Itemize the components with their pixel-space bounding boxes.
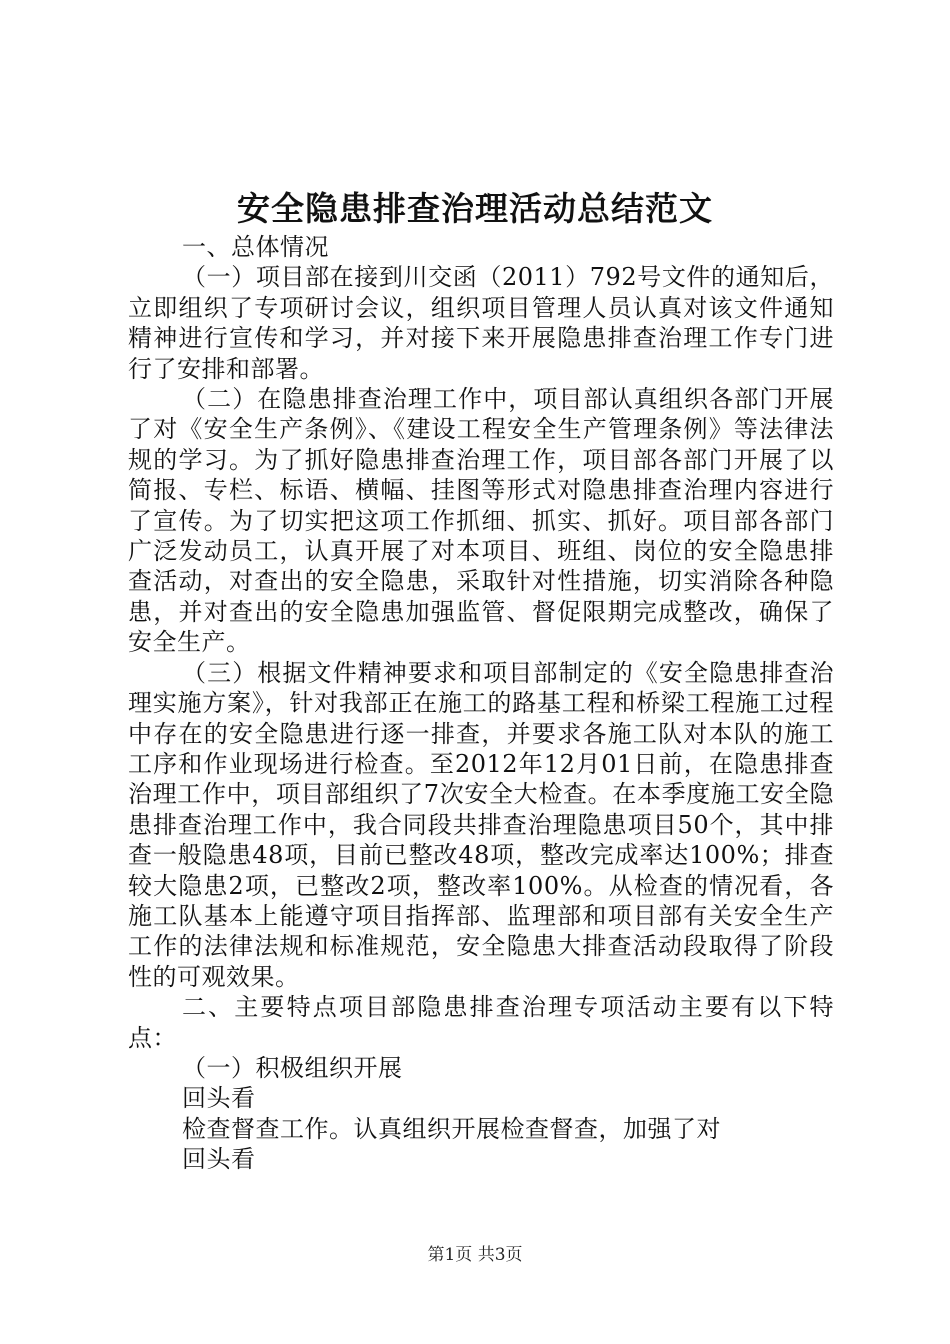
paragraph-2: （二）在隐患排查治理工作中，项目部认真组织各部门开展了对《安全生产条例》、《建设工程安全生产管理条例》等法律法规的学习。为了抓好隐患排查治理工作，项目部各部门开展了以简报、专栏、标语、横幅、挂图等形式对隐患排查治理内容进行了宣传。为了切实把这项工作抓细、抓实、抓好。项目部各部门广泛发动员工，认真开展了对本项目、班组、岗位的安全隐患排查活动，对查出的安全隐患，采取针对性措施，切实消除各种隐患，并对查出的安全隐患加强监管、督促限期完成整改，确保了安全生产。 bbox=[128, 385, 834, 657]
paragraph-3: （三）根据文件精神要求和项目部制定的《安全隐患排查治理实施方案》，针对我部正在施工的路基工程和桥梁工程施工过程中存在的安全隐患进行逐一排查，并要求各施工队对本队的施工工序和作业现场进行检查。至2012年12月01日前，在隐患排查治理工作中，项目部组织了7次安全大检查。在本季度施工安全隐患排查治理工作中，我合同段共排查治理隐患项目50个，其中排查一般隐患48项，目前已整改48项，整改完成率达100%；排查较大隐患2项，已整改2项，整改率100%。从检查的情况看，各施工队基本上能遵守项目指挥部、监理部和项目部有关安全生产工作的法律法规和标准规范，安全隐患大排查活动段取得了阶段性的可观效果。 bbox=[128, 658, 834, 991]
document-title: 安全隐患排查治理活动总结范文 bbox=[237, 189, 713, 228]
section-heading-overview: 一、总体情况 bbox=[182, 233, 329, 261]
paragraph-1: （一）项目部在接到川交函（2011）792号文件的通知后，立即组织了专项研讨会议，组织项目管理人员认真对该文件通知精神进行宣传和学习，并对接下来开展隐患排查治理工作专门进行了安排和部署。 bbox=[128, 263, 834, 383]
page-footer: 第1页 共3页 bbox=[427, 1245, 523, 1265]
section-heading-features: 二、主要特点项目部隐患排查治理专项活动主要有以下特点： bbox=[128, 993, 834, 1052]
line-inspection: 检查督查工作。认真组织开展检查督查，加强了对 bbox=[182, 1114, 721, 1143]
subheading-organize: （一）积极组织开展 bbox=[182, 1053, 403, 1082]
line-review-2: 回头看 bbox=[182, 1145, 256, 1174]
line-review-1: 回头看 bbox=[182, 1084, 256, 1113]
document-body bbox=[128, 232, 834, 1175]
